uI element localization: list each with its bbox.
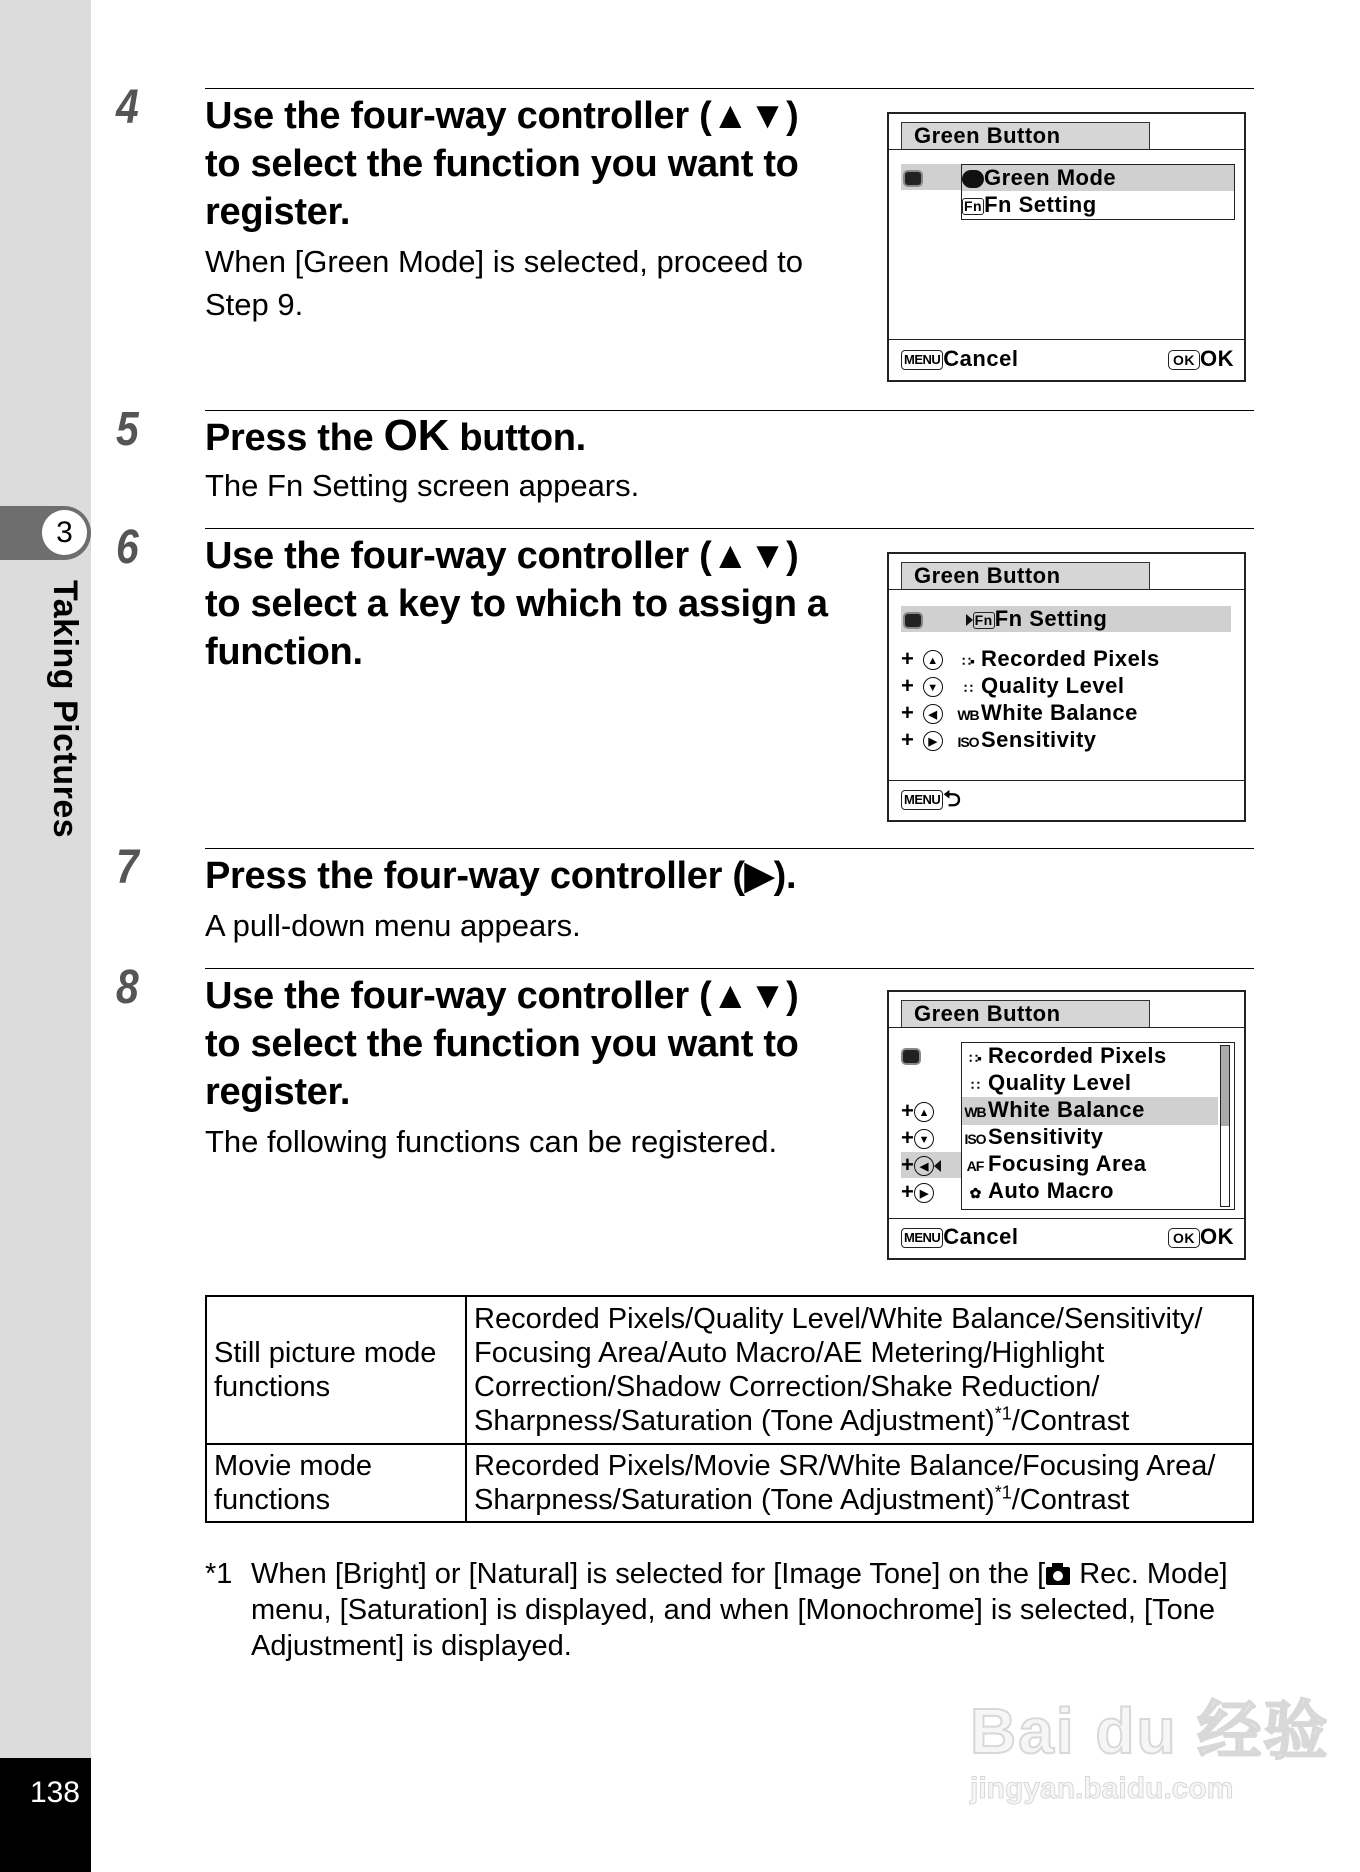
value-line [474, 1404, 1245, 1438]
option-green-mode[interactable] [962, 165, 1234, 191]
step-number: 8 [116, 961, 139, 1014]
watermark-url: jingyan.baidu.com [970, 1772, 1234, 1805]
registerable-functions-table [205, 1295, 1254, 1523]
step-divider [205, 968, 1254, 969]
screen-title: Green Button [901, 562, 1150, 589]
green-mode-icon [901, 1048, 921, 1065]
pointer-right-icon [966, 614, 973, 626]
divider [889, 1218, 1244, 1219]
step-heading [205, 852, 796, 900]
divider [889, 339, 1244, 340]
value-text: Sharpness/Saturation (Tone Adjustment) [474, 1484, 995, 1516]
menu-key-icon: MENU [901, 350, 943, 370]
recorded-pixels-icon: ∷▪ [962, 653, 974, 669]
back-arrow-icon: ⮌ [943, 786, 962, 811]
right-key-icon: ▶ [914, 1183, 934, 1203]
option-label: Fn Setting [984, 192, 1097, 217]
ok-label: OK [1200, 346, 1234, 371]
scrollbar-thumb[interactable] [1221, 1046, 1229, 1126]
value-line: Recorded Pixels/Movie SR/White Balance/Focusing Area/ [474, 1450, 1216, 1482]
pulldown-item[interactable] [962, 1043, 1167, 1071]
label-line: functions [214, 1371, 331, 1403]
step-number: 7 [116, 841, 139, 894]
pulldown-item[interactable] [962, 1124, 1104, 1152]
screen-title: Green Button [901, 122, 1150, 149]
item-label: Sensitivity [988, 1124, 1104, 1149]
cancel-action[interactable] [901, 346, 1018, 372]
step-number: 4 [116, 81, 139, 134]
chapter-title: Taking Pictures [46, 580, 84, 839]
left-key-icon: ◀ [923, 704, 943, 724]
label-line: Movie mode [214, 1450, 372, 1482]
chapter-sidebar [0, 0, 91, 1872]
step-body [205, 904, 581, 947]
ok-key-icon: OK [1168, 350, 1200, 370]
back-action[interactable] [901, 786, 961, 812]
row-value [466, 1444, 1253, 1522]
cancel-action[interactable] [901, 1224, 1018, 1250]
cancel-label: Cancel [943, 1224, 1019, 1249]
ok-label: OK [1200, 1224, 1234, 1249]
function-pulldown [961, 1042, 1235, 1210]
footnote-ref: *1 [994, 1482, 1012, 1503]
heading-text: button. [449, 417, 586, 459]
menu-key-icon: MENU [901, 790, 943, 810]
heading-text: Press the [205, 417, 384, 459]
row-label: Fn Setting [994, 606, 1108, 631]
assignment-left[interactable]: + ◀ WB White Balance [901, 700, 1138, 728]
green-mode-icon [903, 170, 923, 187]
footnote-mark: *1 [205, 1558, 233, 1590]
value-line [474, 1483, 1245, 1517]
watermark-logo: Bai du 经验 [970, 1695, 1330, 1767]
down-key-icon: ▼ [914, 1129, 934, 1149]
footnote-text-part: Rec. Mode] menu, [Saturation] is displayed, and when [Monochrome] is selected, [Tone Adjustment] is displayed. [251, 1558, 1228, 1662]
label-line: functions [214, 1484, 331, 1516]
step-heading [205, 972, 799, 1116]
chapter-number: 3 [42, 510, 87, 555]
green-mode-icon [962, 170, 984, 188]
screen-title: Green Button [901, 1000, 1150, 1027]
quality-level-icon: ∷ [964, 680, 972, 696]
item-label: Auto Macro [988, 1178, 1114, 1203]
pulldown-item-selected[interactable] [962, 1097, 1218, 1125]
quality-level-icon: ∷ [971, 1077, 979, 1093]
white-balance-icon: WB [964, 1104, 986, 1120]
pulldown-scrollbar[interactable] [1220, 1045, 1230, 1207]
row-value [466, 1296, 1253, 1444]
footnote-text-part: When [Bright] or [Natural] is selected for [Image Tone] on the [ [251, 1558, 1046, 1590]
step-body [205, 1120, 777, 1163]
value-text: /Contrast [1011, 1405, 1130, 1437]
fn-icon: Fn [974, 611, 993, 628]
value-line: Focusing Area/Auto Macro/AE Metering/Highlight [474, 1337, 1105, 1369]
ok-action[interactable] [1168, 346, 1234, 372]
down-key-icon: ▼ [923, 677, 943, 697]
up-key-icon: ▲ [923, 650, 943, 670]
value-line: Correction/Shadow Correction/Shake Reduction/ [474, 1371, 1100, 1403]
pulldown-item[interactable] [962, 1151, 1147, 1179]
key-down[interactable]: + ▼ [901, 1125, 934, 1151]
menu-key-icon: MENU [901, 1228, 943, 1248]
pointer-left-icon [934, 1160, 941, 1172]
row-label [206, 1296, 466, 1444]
heading-line: function. [205, 631, 363, 673]
step-heading [205, 532, 828, 676]
divider [889, 780, 1244, 781]
heading-line: to select the function you want to [205, 143, 799, 185]
auto-macro-icon: ✿ [969, 1185, 981, 1201]
camera-screen-fn-setting [887, 552, 1246, 822]
ok-action[interactable] [1168, 1224, 1234, 1250]
fn-setting-row[interactable] [901, 606, 1231, 632]
body-line: When [Green Mode] is selected, proceed to [205, 244, 803, 279]
assignment-label: Sensitivity [981, 727, 1097, 752]
baidu-watermark [970, 1680, 1329, 1806]
row-label [206, 1444, 466, 1522]
footnote [205, 1556, 1265, 1664]
body-line: The following functions can be registered. [205, 1124, 778, 1159]
footnote-ref: *1 [994, 1403, 1012, 1424]
heading-line: to select a key to which to assign a [205, 583, 828, 625]
step-number: 6 [116, 521, 139, 574]
right-key-icon: ▶ [923, 731, 943, 751]
recorded-pixels-icon: ∷▪ [969, 1050, 981, 1066]
assignment-label: Quality Level [981, 673, 1125, 698]
key-up[interactable]: + ▲ [901, 1098, 934, 1124]
value-text: Sharpness/Saturation (Tone Adjustment) [474, 1405, 995, 1437]
heading-line: Use the four-way controller (▲▼) [205, 535, 799, 577]
assignment-right[interactable]: + ▶ ISO Sensitivity [901, 727, 1097, 755]
cancel-label: Cancel [943, 346, 1019, 371]
pulldown-item[interactable] [962, 1070, 1131, 1098]
green-mode-icon [903, 612, 923, 629]
step-number: 5 [116, 403, 139, 456]
ok-button-glyph: OK [383, 411, 450, 460]
divider [889, 1027, 1244, 1028]
pulldown-item[interactable] [962, 1178, 1114, 1206]
left-key-icon: ◀ [914, 1156, 934, 1176]
step-divider [205, 410, 1254, 411]
ok-key-icon: OK [1168, 1228, 1200, 1248]
value-text: /Contrast [1011, 1484, 1130, 1516]
heading-line: register. [205, 191, 351, 233]
heading-line: Use the four-way controller (▲▼) [205, 95, 799, 137]
table-row [206, 1444, 1253, 1522]
item-label: Recorded Pixels [988, 1043, 1167, 1068]
step-heading [205, 412, 586, 462]
iso-icon: ISO [964, 1131, 986, 1147]
label-line: Still picture mode [214, 1337, 437, 1369]
divider [889, 589, 1244, 590]
item-label: Quality Level [988, 1070, 1132, 1095]
assignment-label: White Balance [981, 700, 1138, 725]
footnote-text [251, 1556, 1265, 1664]
option-label: Green Mode [984, 165, 1117, 190]
table-row [206, 1296, 1253, 1444]
option-list [961, 164, 1235, 220]
value-line: Recorded Pixels/Quality Level/White Balance/Sensitivity/ [474, 1303, 1203, 1335]
heading-line: to select the function you want to [205, 1023, 799, 1065]
af-icon: AF [966, 1158, 984, 1174]
page-number: 138 [29, 1776, 80, 1809]
iso-icon: ISO [957, 734, 979, 750]
step-divider [205, 88, 1254, 89]
step-divider [205, 528, 1254, 529]
white-balance-icon: WB [957, 707, 979, 723]
assignment-up[interactable]: + ▲ ∷▪ Recorded Pixels [901, 646, 1160, 674]
item-label: Focusing Area [988, 1151, 1147, 1176]
heading-line: register. [205, 1071, 351, 1113]
heading-line: Use the four-way controller (▲▼) [205, 975, 799, 1017]
camera-screen-function-pulldown [887, 990, 1246, 1260]
heading-line: Press the four-way controller (▶). [205, 855, 797, 897]
step-body [205, 464, 639, 507]
assignment-down[interactable]: + ▼ ∷ Quality Level [901, 673, 1124, 701]
green-mode-indicator [901, 1042, 921, 1068]
body-line: The Fn Setting screen appears. [205, 468, 640, 503]
step-body [205, 240, 803, 326]
option-fn-setting[interactable] [962, 192, 1097, 218]
up-key-icon: ▲ [914, 1102, 934, 1122]
key-left-selected[interactable]: + ◀ [901, 1152, 961, 1178]
fn-icon: Fn [964, 197, 983, 214]
key-right[interactable]: + ▶ [901, 1179, 934, 1205]
divider [889, 149, 1244, 150]
step-divider [205, 848, 1254, 849]
assignment-label: Recorded Pixels [981, 646, 1160, 671]
item-label: White Balance [988, 1097, 1145, 1122]
step-heading [205, 92, 799, 236]
camera-screen-green-button-menu [887, 112, 1246, 382]
body-line: Step 9. [205, 287, 304, 322]
body-line: A pull-down menu appears. [205, 908, 581, 943]
camera-icon [1045, 1562, 1071, 1586]
